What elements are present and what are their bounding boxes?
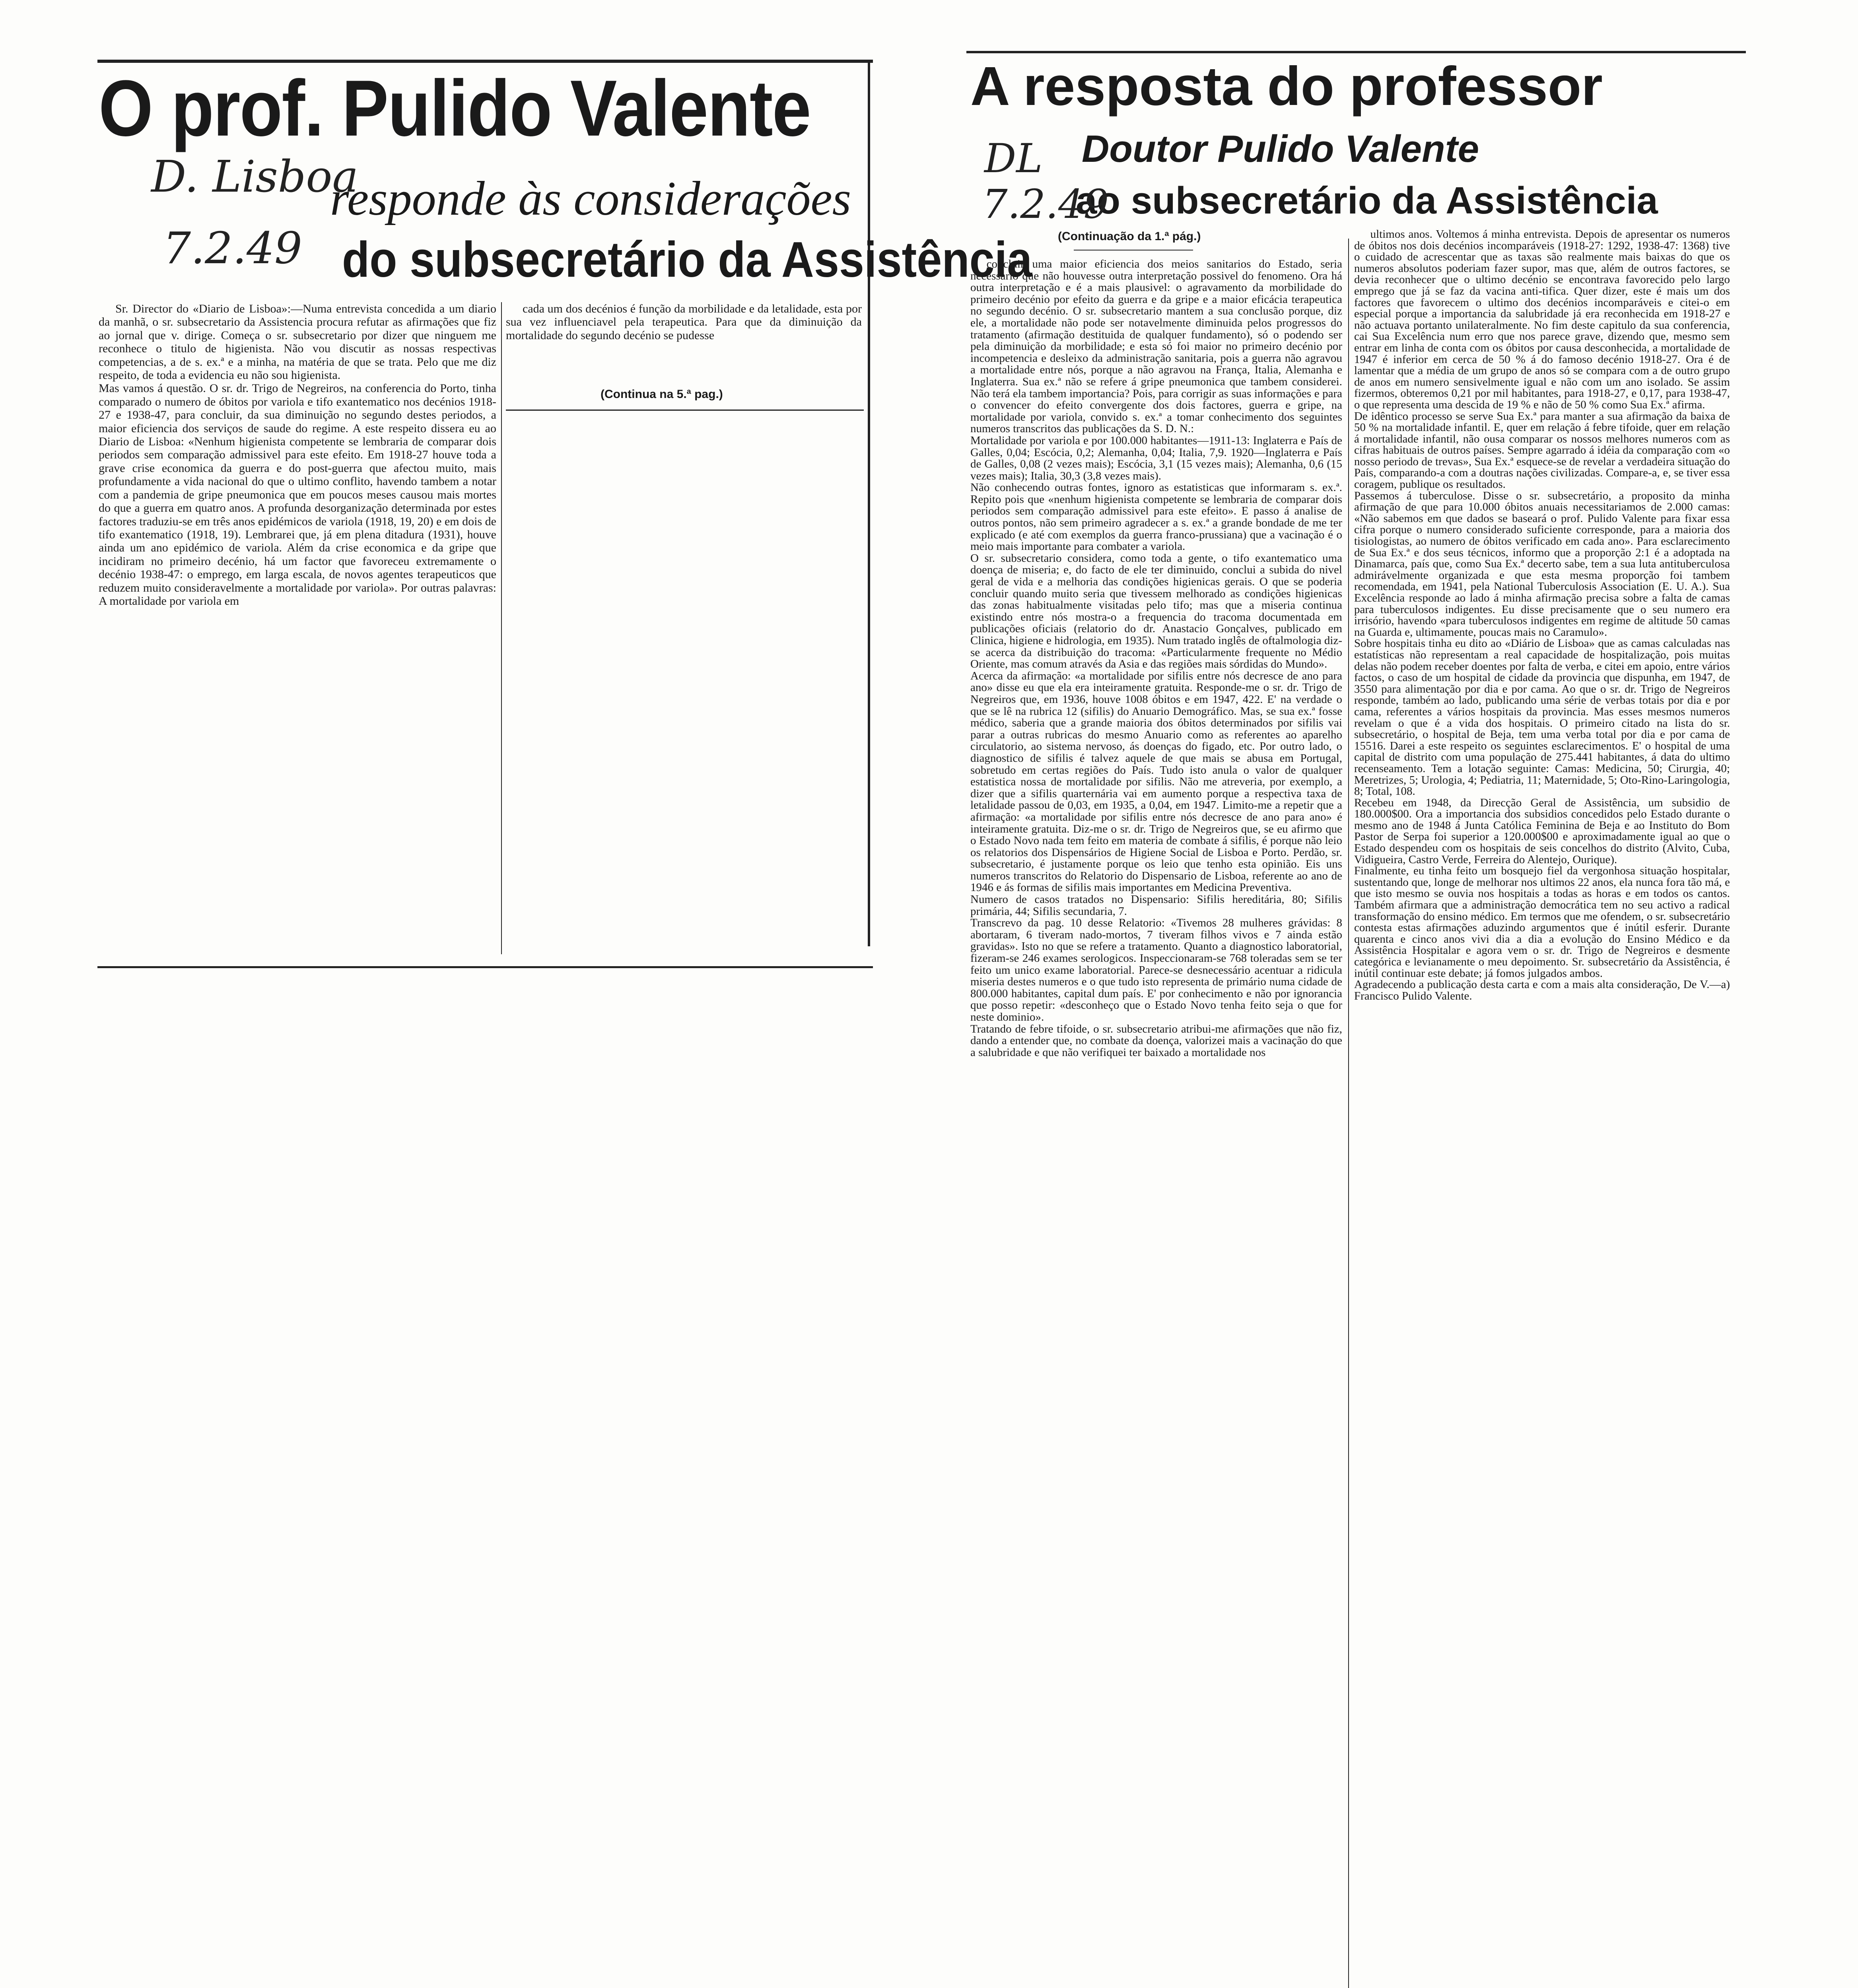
left-subheadline-2: do subsecretário da Assistência bbox=[342, 231, 1032, 287]
right-column-2 bbox=[1354, 229, 1730, 1002]
left-handwritten-source: D. Lisboa bbox=[151, 151, 359, 202]
left-col1-text: Sr. Director do «Diario de Lisboa»:—Numa entrevista concedida a um diario da manhã, o sr. subsecretario da Assistencia procura refutar as afirmações que fiz ao jornal que v. dirige. Começa o sr. subsecretario por dizer que ninguem me reconhece o titulo de higienista. Não vou discutir as nossas respectivas competencias, a de s. ex.ª e a minha, na matéria de que se trata. Pelo que me diz respeito, de toda a evidencia eu não sou higienista. Mas vamos á questão. O sr. dr. Trigo de Negreiros, na conferencia do Porto, tinha comparado o numero de óbitos por variola e tifo exantematico nos decénios 1918-27 e 1938-47, para concluir, da sua diminuição no segundo destes periodos, a maior eficiencia dos serviços de saude do regime. A este respeito dissera eu ao Diario de Lisboa: «Nenhum higienista competente se lembraria de comparar dois periodos sem comparação admissivel para este efeito. Em 1918-27 houve toda a grave crise economica da guerra e do post-guerra que afectou muito, mais profundamente a vida nacional do que o ultimo conflito, havendo tambem a notar com a pandemia de gripe pneumonica que em poucos meses causou mais mortes do que a guerra em quatro anos. A profunda desorganização determinada por estes factores traduziu-se em três anos epidémicos de variola (1918, 19, 20) e em dois de tifo exantematico (1918, 19). Lembrarei que, já em plena ditadura (1931), houve ainda um ano epidémico de variola. Além da crise economica e da gripe que incidiram no primeiro decénio, há um factor que favoreceu extremamente o decénio 1938-47: o emprego, em larga escala, de novos agentes terapeuticos que reduzem muito consideravelmente a mortalidade por variola». Por outras palavras: A mortalidade por variola em bbox=[99, 302, 496, 608]
right-column-1 bbox=[970, 258, 1342, 1058]
right-col2-text: ultimos anos. Voltemos á minha entrevista. Depois de apresentar os numeros de óbitos nos dois decénios incomparáveis (1918-27: 1292, 1938-47: 1368) tive o cuidado de acrescentar que as taxas são realmente mais baixas do que os numeros absolutos poderiam fazer supor, mas que, além de outros factores, se devia reconhecer que o ultimo decénio se encontrava favorecido pelo largo emprego que já se faz da vacina anti-tifica. Quer dizer, este é mais um dos factores que favorecem o ultimo dos decénios incomparáveis e citei-o em especial porque a importancia da salubridade já era reconhecida em 1918-27 e não actuava portanto unilateralmente. No fim deste capitulo da sua conferencia, cai Sua Excelência num erro que nos parece grave, dizendo que, mesmo sem entrar em linha de conta com os óbitos por causa desconhecida, a mortalidade de 1947 é inferior em cerca de 50 % á do famoso decénio 1918-27. Ora é de lamentar que a média de um grupo de anos só se compara com a de outro grupo de anos em numero sensivelmente igual e não com um ano isolado. Se assim fizermos, obteremos 0,21 por mil habitantes, para 1918-27, e 0,17, para 1938-47, o que representa uma descida de 19 % e não de 50 % como Sua Ex.ª afirma. De idêntico processo se serve Sua Ex.ª para manter a sua afirmação da baixa de 50 % na mortalidade infantil. E, quer em relação á febre tifoide, quer em relação á mortalidade infantil, não ousa comparar os nossos melhores numeros com as cifras habituais de outros países. Sempre agarrado á idéia da comparação com «o nosso periodo de trevas», Sua Ex.ª esquece-se de revelar a verdadeira situação do País, comparando-a com a doutras nações civilizadas. Compare-a, e, se tiver essa coragem, publique os resultados. Passemos á tuberculose. Disse o sr. subsecretário, a proposito da minha afirmação de que para 10.000 óbitos anuais necessitariamos de 2.000 camas: «Não sabemos em que dados se baseará o prof. Pulido Valente para fixar essa cifra porque o numero considerado suficiente corresponde, para a maioria dos tisiologistas, ao numero de óbitos verificado em cada ano». Para esclarecimento de Sua Ex.ª e dos seus técnicos, informo que a proporção 2:1 é a adoptada na Dinamarca, país que, como Sua Ex.ª decerto sabe, tem a sua luta antituberculosa admirávelmente organizada e que esta mesma proporção foi tambem recomendada, em 1941, pela National Tuberculosis Association (E. U. A.). Sua Excelência responde ao lado á minha afirmação precisa sobre a falta de camas para tuberculosos indigentes. Eu disse precisamente que o seu numero era irrisório, havendo «para tuberculosos indigentes em regime de altitude 50 camas na Guarda e, ultimamente, poucas mais no Caramulo». Sobre hospitais tinha eu dito ao «Diário de Lisboa» que as camas calculadas nas estatísticas não representam a real capacidade de hospitalização, pois muitas delas não podem receber doentes por falta de verba, e citei em apoio, entre vários factos, o caso de um hospital de cidade da provincia que dispunha, em 1947, de 3550 para alimentação por dia e por cama. Ao que o sr. dr. Trigo de Negreiros responde, também ao lado, publicando uma série de verbas totais por dia e por cama, referentes a vários hospitais da provincia. Mas esses mesmos numeros revelam o que é a vida dos hospitais. O primeiro citado na lista do sr. subsecretário, o hospital de Beja, tem uma verba total por dia e por cama de 15516. Darei a este respeito os seguintes esclarecimentos. E' o hospital de uma capital de distrito com uma população de 275.441 habitantes, á data do ultimo recenseamento. Tem a lotação seguinte: Camas: Medicina, 50; Cirurgia, 40; Meretrizes, 5; Urologia, 4; Pediatria, 11; Maternidade, 5; Oto-Rino-Laringologia, 8; Total, 108. Recebeu em 1948, da Direcção Geral de Assistência, um subsidio de 180.000$00. Ora a importancia dos subsidios concedidos pelo Estado durante o mesmo ano de 1948 á Junta Católica Feminina de Beja e ao Instituto do Bom Pastor de Serpa foi superior a 120.000$00 e aproximadamente igual ao que o Estado despendeu com os hospitais de seis concelhos do distrito (Alvito, Cuba, Vidigueira, Castro Verde, Ferreira do Alentejo, Ourique). Finalmente, eu tinha feito um bosquejo fiel da vergonhosa situação hospitalar, sustentando que, longe de melhorar nos ultimos 22 anos, ela nunca fora tão má, e que isto mesmo se ouvia nos hospitais a todas as horas e em todos os cantos. Também afirmara que a administração democrática tem no seu activo a radical transformação do ensino médico. Em termos que me ofendem, o sr. subsecretário contesta estas afirmações aduzindo argumentos que é inútil esferir. Durante quarenta e cinco anos vivi dia a dia a evolução do Ensino Médico e da Assistência Hospitalar e agora vem o sr. dr. Trigo de Negreiros e desmente categórica e levianamente o meu depoimento. Sr. subsecretário da Assistência, é inútil continuar este debate; já fomos julgados ambos. Agradecendo a publicação desta carta e com a mais alta consideração, De V.—a) Francisco Pulido Valente. bbox=[1354, 228, 1730, 1002]
left-handwritten-date: 7.2.49 bbox=[163, 223, 302, 274]
right-subheadline-2: ao subsecretário da Assistência bbox=[1076, 179, 1658, 222]
left-col2-text: cada um dos decénios é função da morbilidade e da letalidade, esta por sua vez influenciavel pela terapeutica. Para que da diminuição da mortalidade do segundo decénio se pudesse bbox=[506, 302, 862, 342]
right-col1-text: concluir uma maior eficiencia dos meios sanitarios do Estado, seria necessario que não houvesse outra interpretação possivel do fenomeno. Ora há outra interpretação e é a mais plausivel: o agravamento da morbilidade do primeiro decénio por efeito da guerra e da gripe e a maior eficácia terapeutica no segundo decénio. O sr. subsecretario mantem a sua conclusão porque, diz ele, a mortalidade não pode ser notavelmente diminuida pelos progressos do tratamento (afirmação destituida de qualquer fundamento), só o podendo ser pela diminuição da morbilidade; e esta só foi maior no primeiro decénio por incompetencia e desleixo da administração sanitaria, pois a guerra não agravou a mortalidade entre nós, porque a não agravou na França, Italia, Alemanha e Inglaterra. Sua ex.ª não se refere á gripe pneumonica que tambem considerei. Não terá ela tambem importancia? Pois, para corrigir as suas informações e para o convencer do efeito convergente dos dois factores, guerra e gripe, na mortalidade por variola, convido s. ex.ª a tomar conhecimento dos seguintes numeros transcritos das publicações da S. D. N.: Mortalidade por variola e por 100.000 habitantes—1911-13: Inglaterra e País de Galles, 0,04; Escócia, 0,2; Alemanha, 0,04; Italia, 7,9. 1920—Inglaterra e País de Galles, 0,08 (2 vezes mais); Escócia, 3,1 (15 vezes mais); Alemanha, 0,6 (15 vezes mais); Italia, 30,3 (3,8 vezes mais). Não conhecendo outras fontes, ignoro as estatisticas que informaram s. ex.ª. Repito pois que «nenhum higienista competente se lembraria de comparar dois periodos sem comparação admissivel para este efeito». E passo á analise de outros pontos, não sem primeiro agradecer a s. ex.ª a grande bondade de me ter explicado (e até com exemplos da guerra franco-prussiana) que a vacinação é o meio mais importante para combater a variola. O sr. subsecretario considera, como toda a gente, o tifo exantematico uma doença de miseria; e, do facto de ele ter diminuido, conclui a subida do nivel geral de vida e a melhoria das condições higienicas gerais. O que se poderia concluir quando muito seria que tivessem melhorado as condições higienicas das zonas habitualmente visitadas pelo tifo; mas que a miseria continua existindo entre nós mostra-o a frequencia do tracoma documentada em publicações oficiais (relatorio do dr. Anastacio Gonçalves, publicado em Clinica, higiene e hidrologia, em 1935). Num tratado inglês de oftalmologia diz-se acerca da distribuição do tracoma: «Particularmente frequente no Médio Oriente, mas comum através da Asia e das regiões mais sórdidas do Mundo». Acerca da afirmação: «a mortalidade por sifilis entre nós decresce de ano para ano» disse eu que ela era inteiramente gratuita. Responde-me o sr. dr. Trigo de Negreiros que, em 1936, houve 1008 óbitos e em 1947, 422. E' na verdade o que se lê na rubrica 12 (sifilis) do Anuario Demográfico. Mas, se sua ex.ª fosse médico, saberia que a grande maioria dos óbitos determinados por sifilis vai parar a outras rubricas do mesmo Anuario como as referentes ao aparelho circulatorio, ao sistema nervoso, ás doenças do figado, etc. Por outro lado, o diagnostico de sifilis é talvez aquele de que mais se abusa em Portugal, sobretudo em certas regiões do País. Tudo isto anula o valor de qualquer estatistica nossa de mortalidade por sifilis. Não me atreveria, por exemplo, a dizer que a sifilis quarternária vai em aumento porque a respectiva taxa de letalidade passou de 0,03, em 1935, a 0,04, em 1947. Limito-me a repetir que a afirmação: «a mortalidade por sifilis entre nós decresce de ano para ano» é inteiramente gratuita. Diz-me o sr. dr. Trigo de Negreiros que, se eu afirmo que o Estado Novo nada tem feito em materia de combate á sifilis, é porque não leio os relatorios dos Dispensários de Higiene Social de Lisboa e Porto. Perdão, sr. subsecretario, é justamente porque os leio que tenho esta opinião. Eis uns numeros transcritos do Relatorio do Dispensario de Lisboa, referente ao ano de 1946 e ás formas de sifilis mais importantes em Medicina Preventiva. Numero de casos tratados no Dispensario: Sifilis hereditária, 80; Sifilis primária, 44; Sifilis secundaria, 7. Transcrevo da pag. 10 desse Relatorio: «Tivemos 28 mulheres grávidas: 8 abortaram, 6 tiveram nado-mortos, 7 tiveram filhos vivos e 7 ainda estão gravidas». Isto no que se refere a tratamento. Quanto a diagnostico laboratorial, fizeram-se 246 exames serologicos. Inspeccionaram-se 768 toleradas sem se ter feito um unico exame laboratorial. Parece-se desnecessário acentuar a ridicula miseria destes numeros e o que tudo isto representa de primário numa cidade de 800.000 habitantes, capital dum país. E' por conhecimento e não por ignorancia que posso repetir: «desconheço que o Estado Novo tenha feito seja o que for neste dominio». Tratando de febre tifoide, o sr. subsecretario atribui-me afirmações que não fiz, dando a entender que, no combate da doença, valorizei mais a vacinação do que a salubridade e que não verifiquei ter baixado a mortalidade nos bbox=[970, 258, 1342, 1059]
right-top-rule bbox=[966, 51, 1746, 53]
right-headline: A resposta do professor bbox=[970, 56, 1603, 117]
right-continuation: (Continuação da 1.ª pág.) bbox=[1058, 230, 1201, 243]
left-headline: O prof. Pulido Valente bbox=[99, 64, 810, 153]
right-handwritten-source: DL bbox=[984, 135, 1043, 182]
right-subheadline: Doutor Pulido Valente bbox=[1082, 128, 1479, 170]
left-continua: (Continua na 5.ª pag.) bbox=[601, 388, 723, 401]
right-col-divider bbox=[1348, 239, 1349, 1988]
left-subheadline: responde às considerações bbox=[330, 172, 851, 225]
right-handwritten-date: 7.2.49 bbox=[982, 181, 1109, 227]
